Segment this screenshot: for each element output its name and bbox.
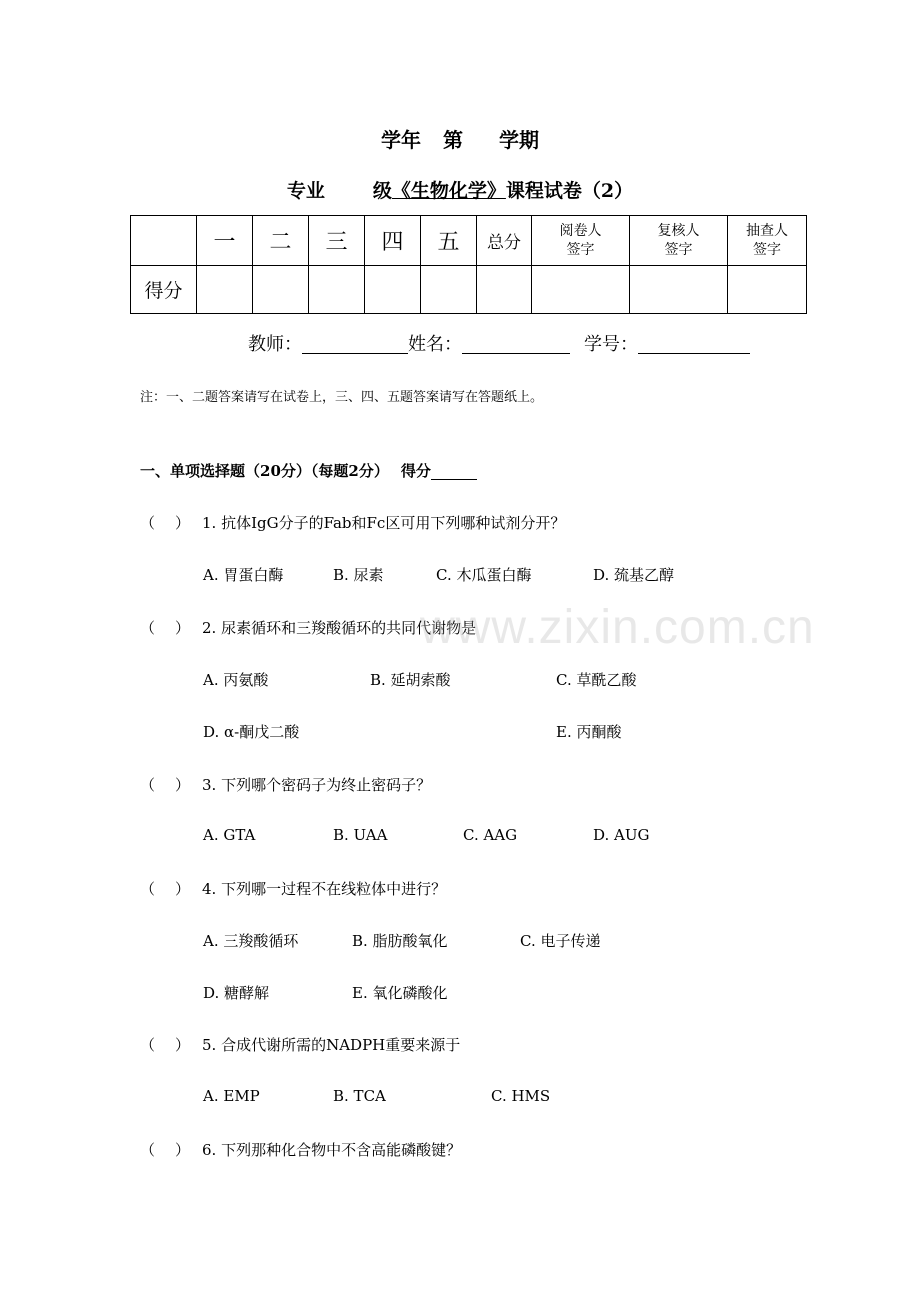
question-text: 3. 下列哪个密码子为终止密码子？ [202, 776, 432, 794]
grader-sign-header [532, 216, 630, 266]
answer-paren-open: （ [140, 619, 156, 637]
answer-paren-close: ） [175, 1036, 191, 1054]
term-pre-label: 第 [443, 128, 463, 152]
score-cell[interactable] [365, 266, 421, 314]
score-cell[interactable] [532, 266, 630, 314]
site-watermark: www.zixin.com.cn [420, 601, 815, 654]
term-post-label: 学期 [499, 128, 539, 152]
score-col-5: 五 [421, 216, 477, 266]
major-label: 专业 [286, 180, 325, 202]
section-1-score-label: 得分 [400, 462, 431, 480]
q4-option-a[interactable]: A. 三羧酸循环 [203, 932, 299, 950]
score-cell[interactable] [253, 266, 309, 314]
score-table-score-row [131, 266, 807, 314]
q2-option-d[interactable]: D. α-酮戊二酸 [203, 723, 300, 741]
checker-sign-line2: 签字 [753, 241, 781, 258]
course-title: 《生物化学》 [391, 180, 506, 202]
question-4 [140, 878, 446, 899]
grade-label: 级 [372, 180, 392, 202]
student-info-line [248, 330, 750, 356]
q1-option-a[interactable]: A. 胃蛋白酶 [203, 566, 284, 584]
q5-option-b[interactable]: B. TCA [333, 1087, 386, 1105]
score-cell[interactable] [421, 266, 477, 314]
answer-paren-open: （ [140, 1036, 156, 1054]
score-cell[interactable] [197, 266, 253, 314]
checker-sign-line1: 抽查人 [746, 222, 788, 239]
q2-option-a[interactable]: A. 丙氨酸 [203, 671, 269, 689]
question-text: 4. 下列哪一过程不在线粒体中进行？ [202, 880, 447, 898]
q3-option-d[interactable]: D. AUG [593, 826, 650, 844]
reviewer-sign-line2: 签字 [664, 241, 693, 258]
reviewer-sign-header [630, 216, 728, 266]
teacher-blank[interactable] [302, 333, 408, 354]
answer-paren-open: （ [140, 1141, 156, 1159]
question-text: 5. 合成代谢所需的NADPH重要来源于 [202, 1036, 461, 1054]
q2-option-b[interactable]: B. 延胡索酸 [370, 671, 451, 689]
score-col-4: 四 [365, 216, 421, 266]
section-1-score-blank[interactable] [431, 465, 477, 480]
teacher-label: 教师： [248, 334, 302, 355]
q4-option-c[interactable]: C. 电子传递 [520, 932, 601, 950]
score-table-header-row [131, 216, 807, 266]
score-cell[interactable] [630, 266, 728, 314]
exam-term-heading [0, 124, 920, 153]
student-id-label: 学号： [584, 334, 638, 355]
exam-course-heading [0, 176, 920, 203]
answer-paren-open: （ [140, 776, 156, 794]
q1-option-d[interactable]: D. 巯基乙醇 [593, 566, 675, 584]
score-table [130, 215, 807, 314]
name-label: 姓名： [408, 334, 462, 355]
question-text: 1. 抗体IgG分子的Fab和Fc区可用下列哪种试剂分开？ [202, 514, 566, 532]
q1-option-b[interactable]: B. 尿素 [333, 566, 384, 584]
q3-option-a[interactable]: A. GTA [203, 826, 256, 844]
score-cell[interactable] [477, 266, 532, 314]
answer-paren-open: （ [140, 514, 156, 532]
score-table-corner-cell [131, 216, 197, 266]
answer-paren-close: ） [175, 776, 191, 794]
score-cell[interactable] [728, 266, 807, 314]
score-col-1: 一 [197, 216, 253, 266]
checker-sign-header [728, 216, 807, 266]
grader-sign-line2: 签字 [566, 241, 595, 258]
question-5 [140, 1034, 460, 1055]
q5-option-c[interactable]: C. HMS [491, 1087, 551, 1105]
q4-option-d[interactable]: D. 糖酵解 [203, 984, 270, 1002]
question-text: 6. 下列那种化合物中不含高能磷酸键？ [202, 1141, 462, 1159]
student-id-blank[interactable] [638, 333, 750, 354]
answer-paren-close: ） [175, 514, 191, 532]
q1-option-c[interactable]: C. 木瓜蛋白酶 [436, 566, 532, 584]
question-6 [140, 1139, 461, 1160]
reviewer-sign-line1: 复核人 [657, 222, 700, 239]
q4-option-b[interactable]: B. 脂肪酸氧化 [352, 932, 448, 950]
score-row-label: 得分 [131, 266, 197, 314]
grader-sign-line1: 阅卷人 [559, 222, 602, 239]
answer-paren-open: （ [140, 880, 156, 898]
year-label: 学年 [381, 128, 421, 152]
answer-note: 注：一、二题答案请写在试卷上，三、四、五题答案请写在答题纸上。 [140, 390, 544, 405]
answer-paren-close: ） [175, 880, 191, 898]
section-1-title [140, 460, 477, 481]
q2-option-e[interactable]: E. 丙酮酸 [556, 723, 622, 741]
name-blank[interactable] [462, 333, 570, 354]
answer-paren-close: ） [175, 1141, 191, 1159]
answer-paren-close: ） [175, 619, 191, 637]
q3-option-c[interactable]: C. AAG [463, 826, 518, 844]
question-text: 2. 尿素循环和三羧酸循环的共同代谢物是 [202, 619, 477, 637]
score-col-total: 总分 [477, 216, 532, 266]
q5-option-a[interactable]: A. EMP [203, 1087, 260, 1105]
q4-option-e[interactable]: E. 氧化磷酸化 [352, 984, 448, 1002]
score-cell[interactable] [309, 266, 365, 314]
score-col-3: 三 [309, 216, 365, 266]
question-1 [140, 512, 565, 533]
q2-option-c[interactable]: C. 草酰乙酸 [556, 671, 637, 689]
exam-label: 课程试卷（2） [505, 180, 634, 202]
score-col-2: 二 [253, 216, 309, 266]
section-1-title-text: 一、单项选择题（20分）（每题2分） [140, 462, 389, 480]
question-3 [140, 774, 431, 795]
q3-option-b[interactable]: B. UAA [333, 826, 388, 844]
